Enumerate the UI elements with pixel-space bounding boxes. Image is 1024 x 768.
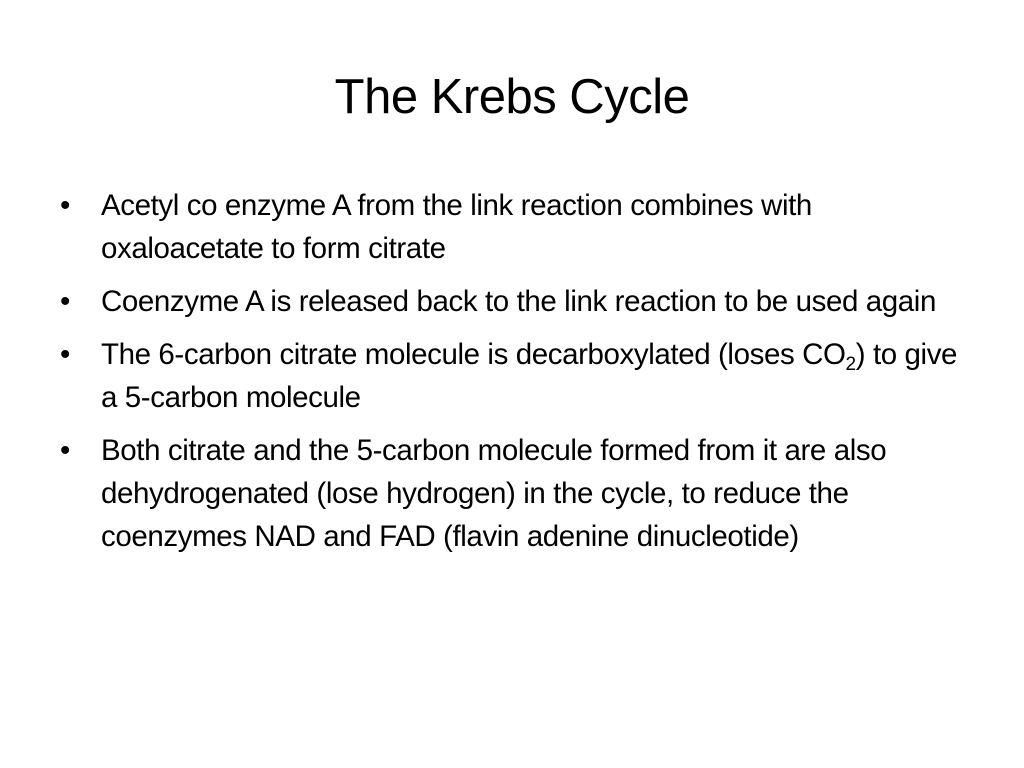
- slide-title: The Krebs Cycle: [334, 70, 690, 124]
- co2-subscript: 2: [845, 354, 856, 375]
- bullet-text: [101, 338, 957, 414]
- bullet-icon: •: [60, 189, 70, 222]
- bullet-text: Coenzyme A is released back to the link reaction to be used again: [101, 285, 936, 318]
- bullet-item: [58, 429, 968, 558]
- bullet-icon: •: [60, 434, 70, 467]
- bullet-item: [58, 280, 968, 323]
- bullet-icon: •: [60, 285, 70, 318]
- bullet-item: [58, 333, 968, 419]
- bullet-list: [58, 184, 968, 568]
- bullet-text: Acetyl co enzyme A from the link reaction combines with oxaloacetate to form citrate: [101, 189, 812, 265]
- bullet-icon: •: [60, 338, 70, 371]
- bullet-text-part: ) to give a 5-carbon molecule: [101, 338, 958, 414]
- bullet-text-part: The 6-carbon citrate molecule is decarboxylated (loses CO: [101, 338, 846, 371]
- bullet-item: [58, 184, 968, 270]
- bullet-text: Both citrate and the 5-carbon molecule formed from it are also dehydrogenated (lose hydrogen) in the cycle, to reduce the coenzymes NAD and FAD (flavin adenine dinucleotide): [101, 434, 887, 553]
